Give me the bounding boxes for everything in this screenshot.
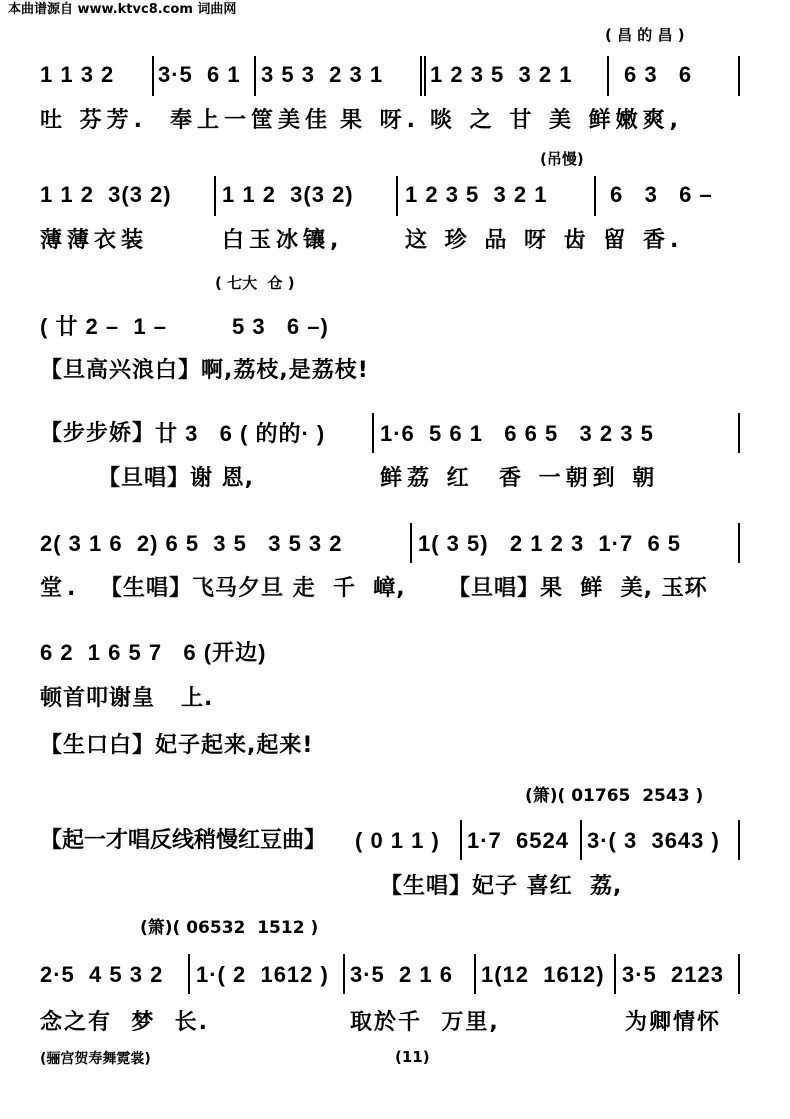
spoken-line: 【旦高兴浪白】啊,荔枝,是荔枝!: [40, 358, 369, 383]
notation-measure: ( 廿 2 – 1 –: [40, 314, 167, 339]
flute-annotation: (箫)( 01765 2543 ): [525, 786, 704, 806]
barline: [343, 954, 345, 994]
lyric-line: 【生唱】妃子 喜红 荔,: [380, 874, 623, 899]
notation-measure: 1 1 2 3(3 2): [40, 182, 172, 207]
source-header: 本曲谱源自 www.ktvc8.com 词曲网: [8, 2, 237, 17]
barline: [580, 820, 582, 860]
notation-measure: 1 2 3 5 3 2 1: [430, 62, 573, 87]
notation-measure: 6 3 6 –: [610, 182, 713, 207]
lyric-line: 取於千 万里,: [350, 1010, 500, 1035]
lyric-line: 【旦唱】谢 恩,: [98, 466, 255, 491]
barline: [738, 523, 740, 563]
notation-measure: 2·5 4 5 3 2: [40, 962, 164, 987]
barline: [152, 56, 154, 96]
barline: [372, 413, 374, 453]
barline: [738, 56, 740, 96]
lyric-line: 【生唱】飞马夕旦 走 千 嶂,: [100, 576, 406, 601]
tempo-annotation: (吊慢): [540, 150, 584, 168]
notation-measure: 1 2 3 5 3 2 1: [405, 182, 548, 207]
lyric-line: 啖 之 甘 美 鲜嫩爽,: [430, 108, 683, 133]
page-number: (11): [395, 1048, 430, 1066]
barline: [738, 954, 740, 994]
notation-measure: 3·5 6 1: [158, 62, 241, 87]
notation-measure: 1·6 5 6 1 6 6 5 3 2 3 5: [380, 421, 654, 446]
barline: [396, 176, 398, 216]
lyric-line: 【旦唱】果 鲜 美, 玉环: [448, 576, 708, 601]
barline: [460, 820, 462, 860]
barline: [424, 56, 426, 96]
footer-title: (骊宫贺寿舞霓裳): [40, 1051, 151, 1067]
barline: [410, 523, 412, 563]
notation-measure: 廿 3 6 ( 的的· ): [155, 421, 326, 446]
percussion-annotation: ( 昌 的 昌 ): [605, 26, 685, 44]
barline: [738, 413, 740, 453]
lyric-line: 鲜荔 红 香 一朝到 朝: [380, 466, 660, 491]
barline: [594, 176, 596, 216]
tune-name: 【步步娇】: [40, 421, 156, 446]
barline: [607, 56, 609, 96]
notation-measure: 1(12 1612): [481, 962, 605, 987]
notation-measure: 6 2 1 6 5 7 6 (开边): [40, 640, 267, 665]
lyric-line: 白玉冰镶,: [222, 228, 344, 253]
barline: [474, 954, 476, 994]
lyric-line: 果 呀.: [340, 108, 421, 133]
notation-measure: 1·( 2 1612 ): [196, 962, 329, 987]
lyric-line: 这 珍 品 呀 齿 留 香.: [405, 228, 684, 253]
notation-measure: ( 0 1 1 ): [355, 828, 440, 853]
notation-measure: 1 1 2 3(3 2): [222, 182, 354, 207]
lyric-line: 为卿情怀: [625, 1010, 722, 1035]
notation-measure: 6 3 6: [624, 62, 693, 87]
notation-measure: 2( 3 1 6 2) 6 5 3 5 3 5 3 2: [40, 531, 343, 556]
lyric-line: 薄薄衣装: [40, 228, 149, 253]
notation-measure: 3·5 2 1 6: [350, 962, 453, 987]
notation-measure: 1( 3 5) 2 1 2 3 1·7 6 5: [418, 531, 682, 556]
notation-measure: 3·5 2123: [622, 962, 724, 987]
lyric-line: 堂.: [40, 576, 81, 601]
barline: [614, 954, 616, 994]
barline: [738, 820, 740, 860]
barline: [254, 56, 256, 96]
spoken-line: 【生口白】妃子起来,起来!: [40, 733, 314, 758]
notation-measure: 3·( 3 3643 ): [587, 828, 720, 853]
barline: [188, 954, 190, 994]
lyric-line: 念之有 梦 长.: [40, 1010, 209, 1035]
flute-annotation: (箫)( 06532 1512 ): [140, 918, 319, 938]
notation-measure: 5 3 6 –): [232, 314, 329, 339]
notation-measure: 1·7 6524: [467, 828, 569, 853]
notation-measure: 3 5 3 2 3 1: [261, 62, 384, 87]
percussion-annotation: ( 七大 仓 ): [215, 274, 295, 292]
barline: [214, 176, 216, 216]
lyric-line: 吐 芬芳.: [40, 108, 148, 133]
lyric-line: 顿首叩谢皇 上.: [40, 686, 214, 711]
notation-measure: 1 1 3 2: [40, 62, 115, 87]
lyric-line: 奉上一筐美佳: [170, 108, 333, 133]
tune-name: 【起一才唱反线稍慢红豆曲】: [40, 828, 327, 853]
barline: [420, 56, 422, 96]
